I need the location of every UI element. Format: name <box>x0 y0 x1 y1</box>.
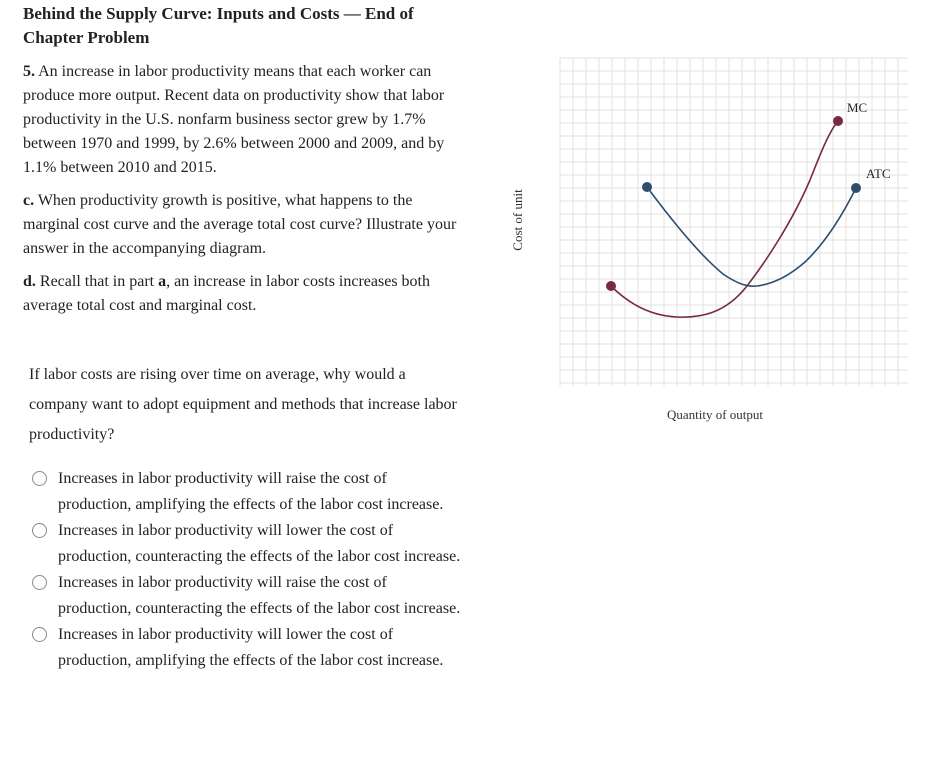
problem-panel <box>23 0 473 327</box>
mc-curve[interactable] <box>611 121 838 317</box>
mc-label: MC <box>847 100 868 115</box>
graph-svg[interactable] <box>505 50 925 430</box>
y-axis-label: Cost of unit <box>510 189 525 251</box>
answer-choice[interactable] <box>32 466 462 518</box>
atc-end-point[interactable] <box>851 183 861 193</box>
answer-choice-label: Increases in labor productivity will lower the cost of production, amplifying the effects of the labor cost increase. <box>58 626 444 669</box>
problem-text <box>23 60 463 318</box>
answer-choice[interactable] <box>32 570 462 622</box>
question-text: If labor costs are rising over time on average, why would a company want to adopt equipment and methods that increase labor productivity? <box>29 366 457 443</box>
answer-choice[interactable] <box>32 518 462 570</box>
answer-choice-label: Increases in labor productivity will raise the cost of production, amplifying the effects of the labor cost increase. <box>58 470 444 513</box>
answer-choice[interactable] <box>32 622 462 674</box>
atc-label: ATC <box>866 166 891 181</box>
radio-button[interactable] <box>32 523 47 538</box>
x-axis-label: Quantity of output <box>666 407 764 422</box>
atc-start-point[interactable] <box>642 182 652 192</box>
cost-curve-graph[interactable] <box>505 50 925 430</box>
atc-curve[interactable] <box>647 187 856 286</box>
radio-button[interactable] <box>32 575 47 590</box>
problem-intro: 5. An increase in labor productivity means that each worker can produce more output. Recent data on productivity show that labor productivity in the U.S. nonfarm business sector grew by 1.7% between 1970 and 1999, by 2.6% between 2000 and 2009, and by 1.1% between 2010 and 2015. <box>23 63 445 176</box>
mc-start-point[interactable] <box>606 281 616 291</box>
answer-choice-label: Increases in labor productivity will raise the cost of production, counteracting the effects of the labor cost increase. <box>58 574 461 617</box>
problem-part-c: c. When productivity growth is positive, what happens to the marginal cost curve and the average total cost curve? Illustrate your answer in the accompanying diagram. <box>23 192 457 257</box>
mc-end-point[interactable] <box>833 116 843 126</box>
problem-part-d: d. Recall that in part a, an increase in labor costs increases both average total cost and marginal cost. <box>23 273 430 314</box>
answer-choice-label: Increases in labor productivity will lower the cost of production, counteracting the effects of the labor cost increase. <box>58 522 461 565</box>
answer-choices <box>32 466 462 674</box>
radio-button[interactable] <box>32 627 47 642</box>
radio-button[interactable] <box>32 471 47 486</box>
page-title: Behind the Supply Curve: Inputs and Costs — End of Chapter Problem <box>23 4 414 47</box>
